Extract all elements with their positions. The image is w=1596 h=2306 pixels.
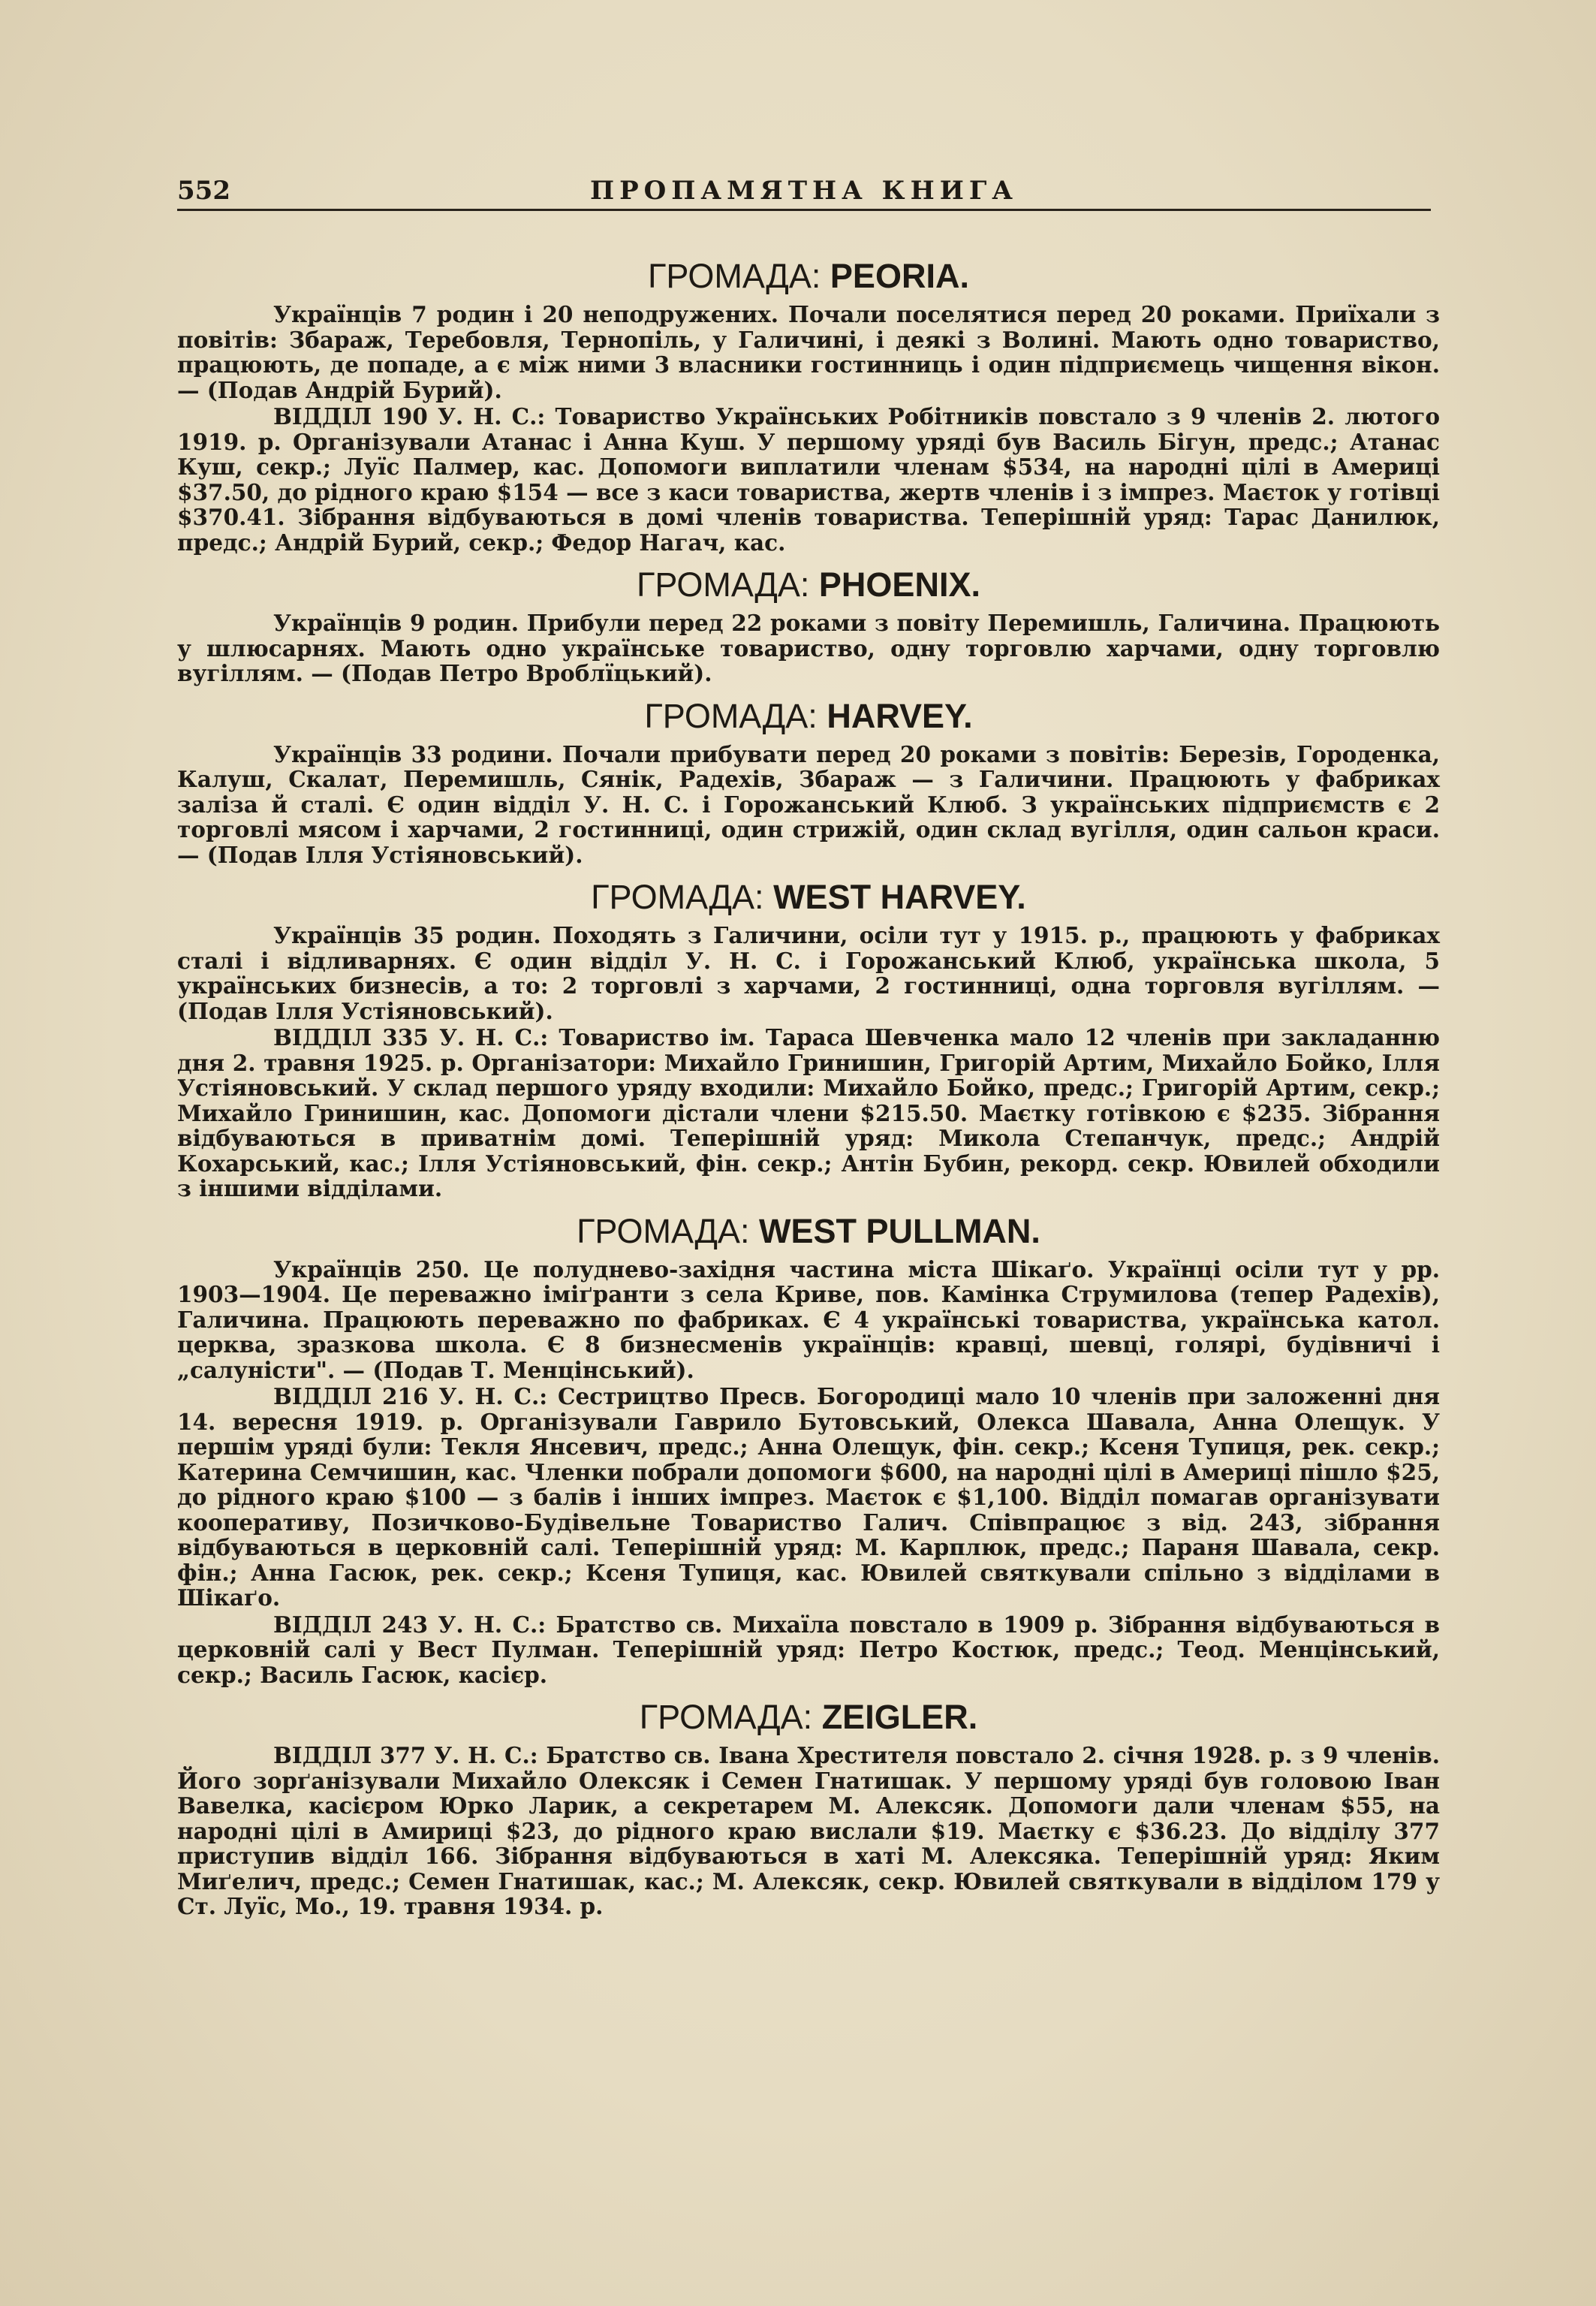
paragraph: ВІДДІЛ 243 У. Н. С.: Братство св. Михаїла повстало в 1909 р. Зібрання відбуваються в церковній салі у Вест Пулман. Теперішній уряд: Петро Костюк, предс.; Теод. Менцінський, секр.; Василь Гасюк, касієр.: [177, 1611, 1440, 1688]
heading-label: ГРОМАДА:: [637, 565, 810, 604]
heading-name: PHOENIX.: [818, 565, 980, 604]
heading-name: HARVEY.: [827, 696, 973, 735]
heading-label: ГРОМАДА:: [591, 878, 764, 916]
page-content: [177, 254, 1440, 1919]
community-heading: [177, 1209, 1440, 1254]
community-section-phoenix: [177, 562, 1440, 686]
community-heading: [177, 562, 1440, 607]
paragraph: Українців 250. Це полудневo-західня частина міста Шікаґо. Українці осіли тут у рр. 1903—1904. Це переважно іміґранти з села Криве, пов. Камінка Струмилова (тепер Радехів), Галичина. Працюють переважно по фабриках. Є 4 українські товариства, українська катол. церква, зразкова школа. Є 8 бизнесменів українців: кравці, шевці, голярі, будівничі і „салуністи". — (Подав Т. Менцінський).: [177, 1255, 1440, 1383]
community-section-harvey: [177, 694, 1440, 868]
page-number: 552: [177, 176, 230, 206]
heading-name: WEST PULLMAN.: [758, 1211, 1040, 1250]
community-section-zeigler: [177, 1695, 1440, 1919]
paragraph: ВІДДІЛ 377 У. Н. С.: Братство св. Івана Хрестителя повстало 2. січня 1928. р. з 9 членів. Його зорґанізували Михайло Олексяк і Семен Гнатишак. У першому уряді був головою Іван Вавелка, касієром Юрко Ларик, а секретарем М. Алексяк. Допомоги дали членам $55, на народні цілі в Амириці $23, до рідного краю вислали $19. Маєтку є $36.23. До відділу 377 приступив відділ 166. Зібрання відбуваються в хаті М. Алексяка. Теперішній уряд: Яким Миґелич, предс.; Семен Гнатишак, кас.; М. Алексяк, секр. Ювилей святкували в відділом 179 у Ст. Луїс, Мо., 19. травня 1934. р.: [177, 1742, 1440, 1919]
paragraph: Українців 7 родин і 20 неподружених. Почали поселятися перед 20 роками. Приїхали з повітів: Збараж, Теребовля, Тернопіль, у Галичині, і деякі з Волині. Мають одно товариство, працюють, де попаде, а є між ними 3 власники гостинниць і один підприємець чищення вікон. — (Подав Андрій Бурий).: [177, 301, 1440, 403]
community-heading: [177, 254, 1440, 299]
paragraph: Українців 9 родин. Прибули перед 22 роками з повіту Перемишль, Галичина. Працюють у шлюсарнях. Мають одно українське товариство, одну торговлю харчами, одну торговлю вугіллям. — (Подав Петро Вроблїцький).: [177, 610, 1440, 686]
running-title: ПРОПАМЯТНА КНИГА: [589, 176, 1018, 206]
community-section-west-pullman: [177, 1209, 1440, 1688]
paragraph: ВІДДІЛ 190 У. Н. С.: Товариство Українських Робітників повстало з 9 членів 2. лютого 1919. р. Організували Атанас і Анна Куш. У першому уряді був Василь Бігун, предс.; Атанас Куш, секр.; Луїс Палмер, кас. Допомоги виплатили членам $534, на народні цілі в Америці $37.50, до рідного краю $154 — все з каси товариства, жертв членів і з імпрез. Маєток у готівці $370.41. Зібрання відбуваються в домі членів товариства. Теперішній уряд: Тарас Данилюк, предс.; Андрій Бурий, секр.; Федор Нагач, кас.: [177, 403, 1440, 556]
community-heading: [177, 694, 1440, 739]
heading-name: PEORIA.: [830, 257, 969, 295]
heading-name: WEST HARVEY.: [773, 878, 1026, 916]
heading-label: ГРОМАДА:: [639, 1698, 813, 1736]
community-heading: [177, 1695, 1440, 1740]
heading-label: ГРОМАДА:: [577, 1211, 750, 1250]
paragraph: Українців 35 родин. Походять з Галичини, осіли тут у 1915. р., працюють у фабриках сталі і відливарнях. Є один відділ У. Н. С. і Горожанський Клюб, українська школа, 5 українських бизнесів, а то: 2 торговлі з харчами, 2 гостинниці, одна торговля вугіллям. — (Подав Ілля Устіяновський).: [177, 922, 1440, 1024]
paragraph: ВІДДІЛ 216 У. Н. С.: Сестрицтво Пресв. Богородиці мало 10 членів при заложенні дня 14. вересня 1919. р. Організували Гаврило Бутовський, Олекса Шавала, Анна Олещук. У першім уряді були: Текля Янсевич, предс.; Анна Олещук, фін. секр.; Ксеня Тупиця, рек. секр.; Катерина Семчишин, кас. Членки побрали допомоги $600, на народні цілі в Америці пішло $25, до рідного краю $100 — з балів і інших імпрез. Маєток є $1,100. Відділ помагав організувати кооперативу, Позичково-Будівельне Товариство Галич. Співпрацює з від. 243, зібрання відбуваються в церковній салі. Теперішній уряд: М. Карплюк, предс.; Параня Шавала, секр. фін.; Анна Гасюк, рек. секр.; Ксеня Тупиця, кас. Ювилей святкували спільно з відділами в Шікаґо.: [177, 1383, 1440, 1611]
heading-label: ГРОМАДА:: [648, 257, 821, 295]
page-header: [177, 171, 1431, 211]
heading-name: ZEIGLER.: [821, 1698, 978, 1736]
paragraph: ВІДДІЛ 335 У. Н. С.: Товариство ім. Тараса Шевченка мало 12 членів при закладанню дня 2. травня 1925. р. Організатори: Михайло Гринишин, Григорій Артим, Михайло Бойко, Ілля Устіяновський. У склад першого уряду входили: Михайло Бойко, предс.; Григорій Артим, секр.; Михайло Гринишин, кас. Допомоги дістали члени $215.50. Маєтку готівкою є $235. Зібрання відбуваються в приватнім домі. Теперішній уряд: Микола Степанчук, предс.; Андрій Кохарський, кас.; Ілля Устіяновський, фін. секр.; Антін Бубин, рекорд. секр. Ювилей обходили з іншими відділами.: [177, 1024, 1440, 1201]
heading-label: ГРОМАДА:: [644, 696, 818, 735]
community-heading: [177, 875, 1440, 920]
community-section-peoria: [177, 254, 1440, 555]
paragraph: Українців 33 родини. Почали прибувати перед 20 роками з повітів: Березів, Городенка, Калуш, Скалат, Перемишль, Сянік, Радехів, Збараж — з Галичини. Працюють у фабриках заліза й сталі. Є один відділ У. Н. С. і Горожанський Клюб. З українських підприємств є 2 торговлі мясом і харчами, 2 гостинниці, один стрижій, один склад вугілля, один сальон краси. — (Подав Ілля Устіяновський).: [177, 740, 1440, 868]
community-section-west-harvey: [177, 875, 1440, 1201]
